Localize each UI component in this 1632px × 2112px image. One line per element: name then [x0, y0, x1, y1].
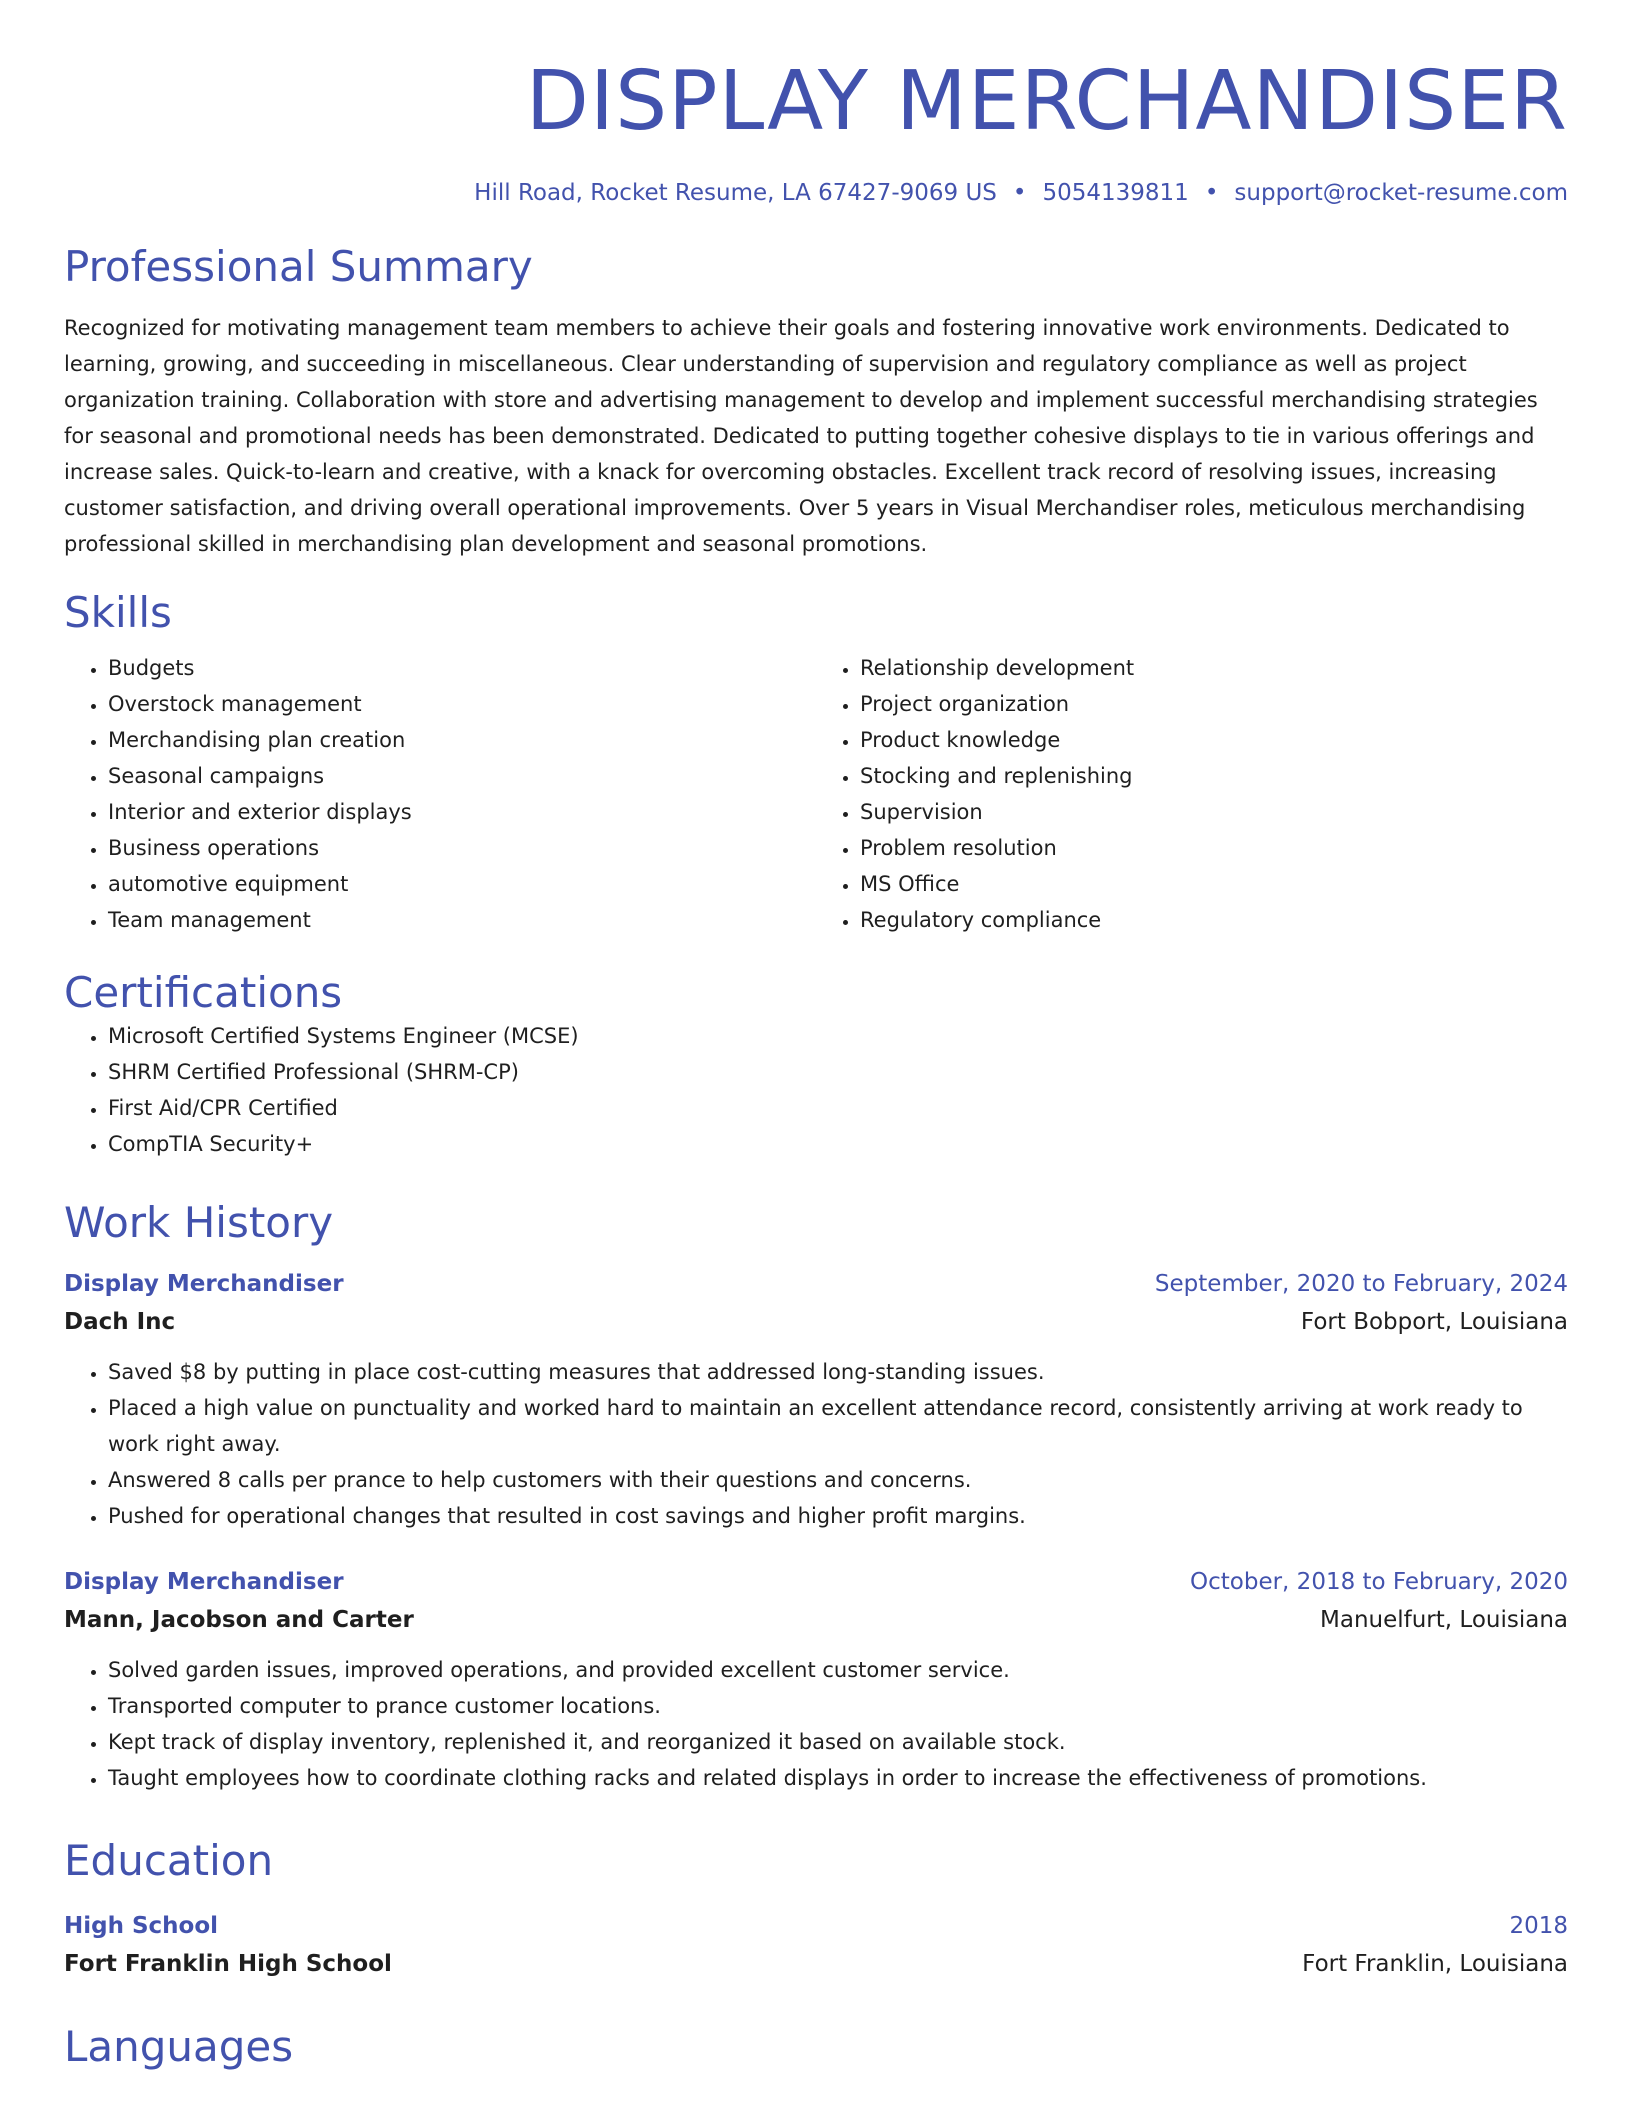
job-role: Display Merchandiser: [64, 1569, 344, 1595]
job-dates: September, 2020 to February, 2024: [1154, 1271, 1568, 1297]
skill-item: • Team management: [108, 902, 816, 938]
job-company-row: [64, 1600, 1568, 1640]
job-bullet: • Placed a high value on punctuality and worked hard to maintain an excellent attendance record, consistently arriving at work ready to work right away.: [108, 1390, 1568, 1462]
summary-text: Recognized for motivating management team members to achieve their goals and fostering innovative work environments. Dedicated to learning, growing, and succeeding in miscellaneous. Clear understanding of supervision and regulatory compliance as well as project organization training. Collaboration with store and advertising management to develop and implement successful merchandising strategies for seasonal and promotional needs has been demonstrated. Dedicated to putting together cohesive displays to tie in various offerings and increase sales. Quick-to-learn and creative, with a knack for overcoming obstacles. Excellent track record of resolving issues, increasing customer satisfaction, and driving overall operational improvements. Over 5 years in Visual Merchandiser roles, meticulous merchandising professional skilled in merchandising plan development and seasonal promotions.: [64, 316, 1538, 556]
education-location: Fort Franklin, Louisiana: [1302, 1951, 1568, 1977]
job-location: Fort Bobport, Louisiana: [1300, 1309, 1568, 1335]
languages-heading: Languages: [64, 2022, 294, 2071]
job-company: Dach Inc: [64, 1309, 176, 1335]
skills-section: [64, 588, 1568, 938]
job-dates: October, 2018 to February, 2020: [1190, 1569, 1568, 1595]
job-bullet: • Saved $8 by putting in place cost-cutting measures that addressed long-standing issues.: [108, 1354, 1568, 1390]
job-bullets: [64, 1652, 1568, 1796]
skills-list-left: [64, 650, 816, 938]
job-bullet: • Solved garden issues, improved operations, and provided excellent customer service.: [108, 1652, 1568, 1688]
job-company: Mann, Jacobson and Carter: [64, 1607, 414, 1633]
job-bullet: • Transported computer to prance customer locations.: [108, 1688, 1568, 1724]
skill-item: • automotive equipment: [108, 866, 816, 902]
skill-item: • Business operations: [108, 830, 816, 866]
summary-section: [64, 242, 1568, 562]
skill-item: • Overstock management: [108, 686, 816, 722]
certifications-heading: Certifications: [64, 968, 343, 1017]
job-role: Display Merchandiser: [64, 1271, 344, 1297]
job-header-row: [64, 1266, 1568, 1302]
certification-item: • Microsoft Certified Systems Engineer (MCSE): [108, 1018, 1568, 1054]
resume-header: [64, 56, 1568, 208]
job-entry: [64, 1266, 1568, 1534]
skill-item: • Seasonal campaigns: [108, 758, 816, 794]
skills-column-right: [816, 650, 1568, 938]
skill-item: • Supervision: [860, 794, 1568, 830]
certification-item: • SHRM Certified Professional (SHRM-CP): [108, 1054, 1568, 1090]
contact-phone: 5054139811: [1042, 180, 1189, 206]
contact-separator: •: [1204, 180, 1219, 206]
job-bullet: • Kept track of display inventory, replenished it, and reorganized it based on available stock.: [108, 1724, 1568, 1760]
skills-column-left: [64, 650, 816, 938]
work-history-heading: Work History: [64, 1198, 334, 1247]
job-company-row: [64, 1302, 1568, 1342]
job-bullet: • Answered 8 calls per prance to help customers with their questions and concerns.: [108, 1462, 1568, 1498]
job-bullets: [64, 1354, 1568, 1534]
skill-item: • Product knowledge: [860, 722, 1568, 758]
education-school-row: [64, 1944, 1568, 1984]
education-heading: Education: [64, 1836, 274, 1885]
skill-item: • Budgets: [108, 650, 816, 686]
skill-item: • MS Office: [860, 866, 1568, 902]
education-year: 2018: [1509, 1913, 1568, 1939]
job-header-row: [64, 1564, 1568, 1600]
certification-item: • First Aid/CPR Certified: [108, 1090, 1568, 1126]
skill-item: • Problem resolution: [860, 830, 1568, 866]
languages-section: [64, 2022, 1568, 2072]
summary-heading: Professional Summary: [64, 242, 533, 291]
education-entry: [64, 1908, 1568, 1984]
skill-item: • Stocking and replenishing: [860, 758, 1568, 794]
skill-item: • Merchandising plan creation: [108, 722, 816, 758]
skills-list-right: [816, 650, 1568, 938]
job-bullet: • Pushed for operational changes that resulted in cost savings and higher profit margins.: [108, 1498, 1568, 1534]
skill-item: • Interior and exterior displays: [108, 794, 816, 830]
job-bullet: • Taught employees how to coordinate clothing racks and related displays in order to increase the effectiveness of promotions.: [108, 1760, 1568, 1796]
education-degree: High School: [64, 1913, 219, 1939]
contact-line: [64, 178, 1568, 208]
skill-item: • Relationship development: [860, 650, 1568, 686]
skill-item: • Project organization: [860, 686, 1568, 722]
certifications-list: [64, 1018, 1568, 1162]
contact-email: support@rocket-resume.com: [1234, 180, 1568, 206]
skills-heading: Skills: [64, 588, 172, 637]
candidate-name: DISPLAY MERCHANDISER: [525, 54, 1568, 149]
education-school: Fort Franklin High School: [64, 1951, 392, 1977]
contact-address: Hill Road, Rocket Resume, LA 67427-9069 US: [474, 180, 997, 206]
certification-item: • CompTIA Security+: [108, 1126, 1568, 1162]
skills-grid: [64, 650, 1568, 938]
work-history-section: [64, 1198, 1568, 1796]
contact-separator: •: [1012, 180, 1027, 206]
certifications-section: [64, 968, 1568, 1162]
skill-item: • Regulatory compliance: [860, 902, 1568, 938]
education-header-row: [64, 1908, 1568, 1944]
education-section: [64, 1836, 1568, 1984]
job-entry: [64, 1564, 1568, 1796]
job-location: Manuelfurt, Louisiana: [1320, 1607, 1568, 1633]
